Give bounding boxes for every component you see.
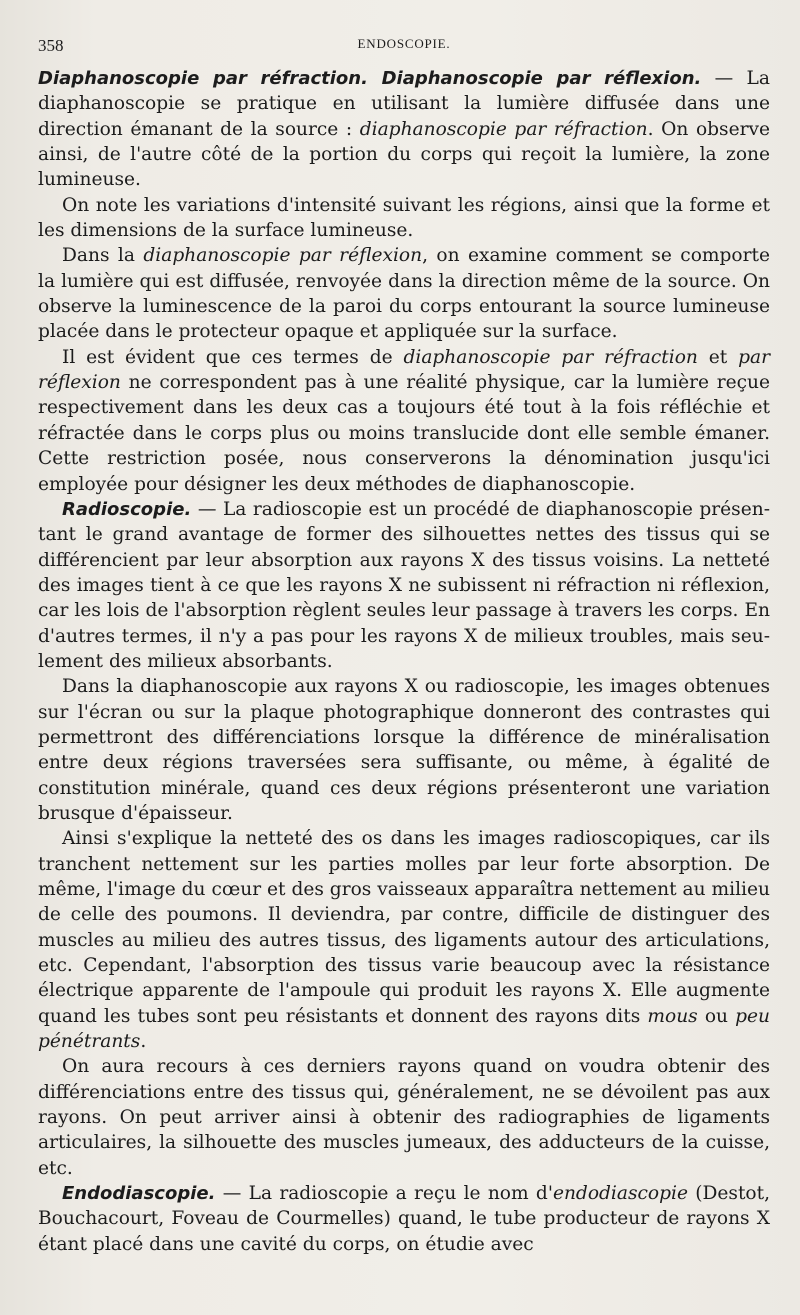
section-heading-diaphanoscopie: Diaphanoscopie par réfraction. Diaphanoscopie par réflexion. bbox=[38, 68, 702, 89]
paragraph-text: et bbox=[697, 346, 739, 368]
italic-term: par réflexion bbox=[38, 346, 771, 394]
paragraph-text: , on examine comment se comporte la lumière qui est diffusée, renvoyée dans la direction même de la source. On observe la luminescence de la paroi du corps entourant la source lumineuse placée dans le protecteur opaque et appliquée sur la surface. bbox=[38, 245, 770, 343]
paragraph-restriction bbox=[38, 345, 770, 497]
paragraph-nettete-os bbox=[38, 826, 770, 1054]
paragraph-text: — La radioscopie a reçu le nom d' bbox=[215, 1183, 553, 1205]
page-header bbox=[38, 34, 770, 58]
italic-term: diaphanoscopie par réflexion bbox=[143, 245, 423, 267]
paragraph-variations: On note les variations d'intensité suivant les régions, ainsi que la forme et les dimensions de la surface lumineuse. bbox=[38, 194, 770, 242]
paragraph-text: . On observe ainsi, de l'autre côté de la portion du corps qui reçoit la lumière, la zone lumineuse. bbox=[38, 118, 770, 191]
paragraph-endodiascopie bbox=[38, 1181, 770, 1257]
paragraph-text: Dans la bbox=[62, 245, 144, 267]
italic-term: diaphanoscopie par réfraction bbox=[359, 118, 648, 140]
italic-term: diaphanoscopie par réfraction bbox=[403, 346, 698, 368]
paragraph-text: — La radioscopie est un procédé de diaphanoscopie présentant le grand avantage de former des silhouettes nettes des tissus qui se différencient par leur absorption aux rayons X des tissus voisins. La netteté des images tient à ce que les rayons X ne subissent ni réfraction ni réflexion, car les lois de l'absorption règlent seules leur passage à travers les corps. En d'autres termes, il n'y a pas pour les rayons X de milieux troubles, mais seulement des milieux absorbants. bbox=[38, 498, 770, 672]
page-number: 358 bbox=[38, 36, 64, 55]
paragraph-text: — La diaphanoscopie se pratique en utilisant la lumière diffusée dans une direction émanant de la source : bbox=[38, 68, 770, 140]
paragraph-text: Ainsi s'explique la netteté des os dans les images radioscopiques, car ils tranchent nettement sur les parties molles par leur forte absorption. De même, l'image du cœur et des gros vaisseaux apparaîtra nettement au milieu de celle des poumons. Il deviendra, par contre, difficile de distinguer des muscles au milieu des autres tissus, des ligaments autour des articulations, etc. Cependant, l'absorption des tissus varie beaucoup avec la résistance électrique apparente de l'ampoule qui produit les rayons X. Elle augmente quand les tubes sont peu résistants et donnent des rayons dits bbox=[38, 828, 770, 1027]
paragraph-reflexion bbox=[38, 243, 770, 344]
italic-term: endodiascopie bbox=[552, 1183, 688, 1205]
running-head: ENDOSCOPIE. bbox=[357, 36, 451, 51]
section-heading-radioscopie: Radioscopie. bbox=[62, 498, 192, 520]
italic-term: peu pénétrants bbox=[38, 1005, 770, 1053]
paragraph-contrastes: Dans la diaphanoscopie aux rayons X ou radioscopie, les images obtenues sur l'écran ou sur la plaque photographique donneront des contrastes qui permettront des différenciations lorsque la différence de minéralisation entre deux régions traversées sera suffisante, ou même, à égalité de constitution minérale, quand ces deux régions présenteront une variation brusque d'épaisseur. bbox=[38, 676, 770, 824]
paragraph-text: Il est évident que ces termes de bbox=[62, 346, 404, 368]
paragraph-text: (Destot, Bouchacourt, Foveau de Courmelles) quand, le tube producteur de rayons X étant placé dans une cavité du corps, on étudie avec bbox=[38, 1183, 771, 1255]
paragraph-refraction-reflexion bbox=[38, 66, 770, 193]
page-body bbox=[38, 66, 770, 1257]
paragraph-recours: On aura recours à ces derniers rayons quand on voudra obtenir des différenciations entre des tissus qui, généralement, ne se dévoilent pas aux rayons. On peut arriver ainsi à obtenir des radiographies de ligaments articulaires, la silhouette des muscles jumeaux, des adducteurs de la cuisse, etc. bbox=[38, 1056, 770, 1179]
paragraph-text: . bbox=[140, 1031, 147, 1053]
paragraph-radioscopie bbox=[38, 497, 770, 674]
paragraph-text: ou bbox=[697, 1005, 736, 1027]
section-heading-endodiascopie: Endodiascopie. bbox=[62, 1183, 216, 1205]
paragraph-text: ne correspondent pas à une réalité physique, car la lumière reçue respectivement dans les deux cas a toujours été tout à la fois réfléchie et réfractée dans le corps plus ou moins translucide dont elle semble émaner. Cette restriction posée, nous conserverons la dénomination jusqu'ici employée pour désigner les deux méthodes de diaphanoscopie. bbox=[38, 372, 770, 495]
italic-term: mous bbox=[647, 1005, 698, 1027]
